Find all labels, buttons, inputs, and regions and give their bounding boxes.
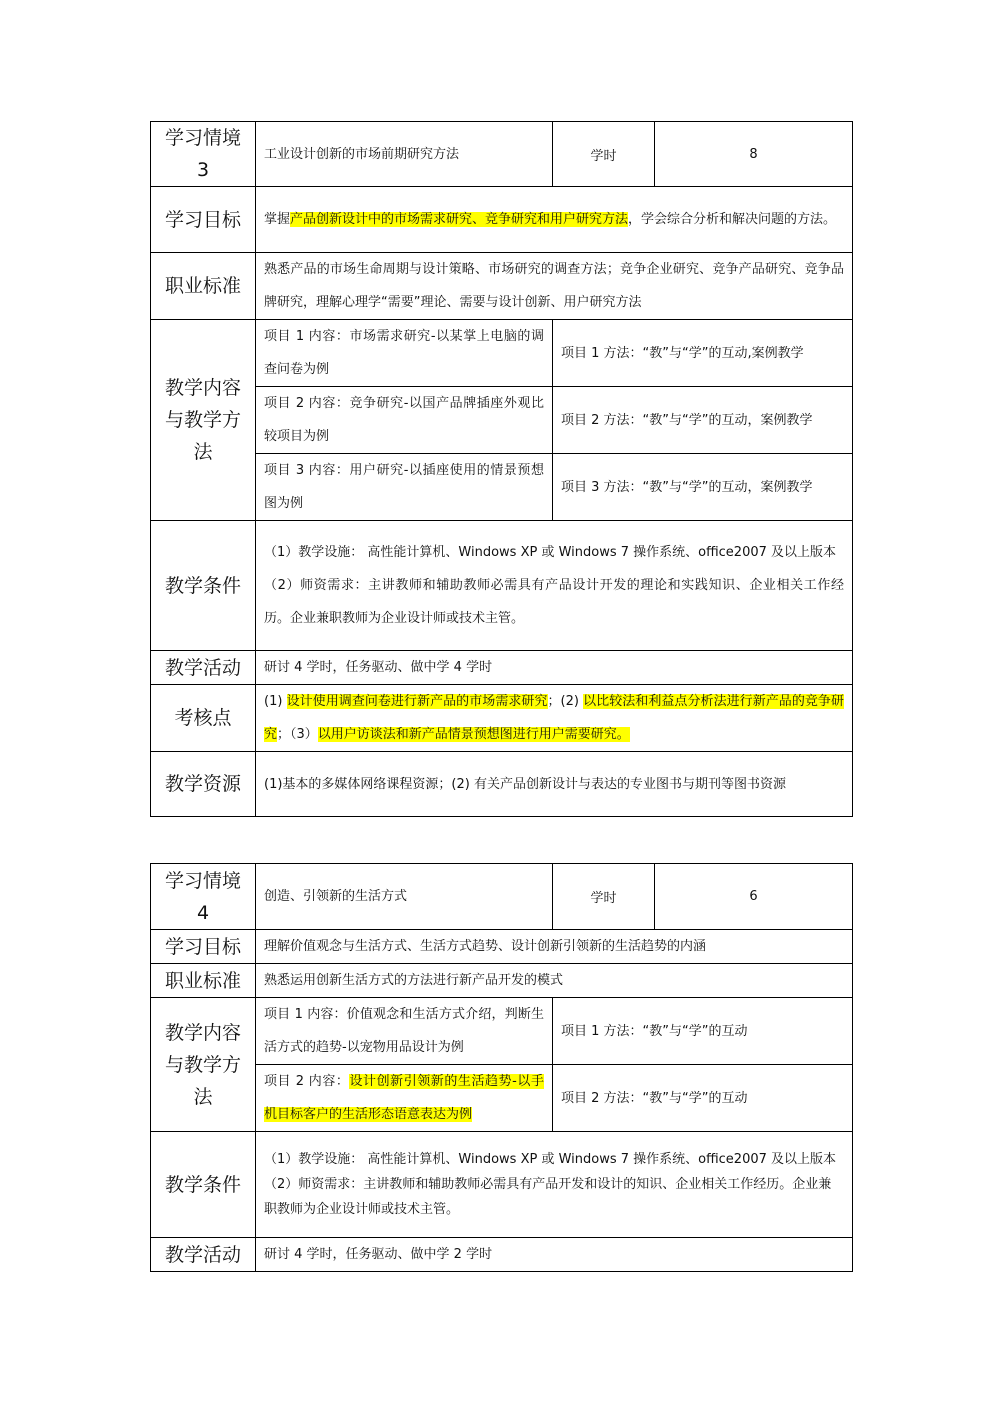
project-1-content: 项目 1 内容：市场需求研究-以某掌上电脑的调查问卷为例 (256, 320, 553, 387)
situation-title: 创造、引领新的生活方式 (256, 864, 553, 930)
project-1-method: 项目 1 方法：“教”与“学”的互动 (553, 998, 853, 1065)
goal-text: 掌握产品创新设计中的市场需求研究、竞争研究和用户研究方法，学会综合分析和解决问题的方法。 (256, 187, 853, 253)
condition-text (256, 1132, 853, 1238)
project-3-content: 项目 3 内容：用户研究-以插座使用的情景预想图为例 (256, 454, 553, 521)
hours-value: 6 (655, 864, 853, 930)
situation-label: 学习情境4 (151, 864, 256, 930)
situation-title: 工业设计创新的市场前期研究方法 (256, 122, 553, 187)
project-2-method: 项目 2 方法：“教”与“学”的互动 (553, 1065, 853, 1132)
course-table-situation-4 (150, 863, 853, 1272)
condition-1: （1）教学设施： 高性能计算机、Windows XP 或 Windows 7 操作系统、office2007 及以上版本 (264, 1152, 837, 1167)
hours-label: 学时 (553, 864, 655, 930)
standard-label: 职业标准 (151, 253, 256, 320)
goal-label: 学习目标 (151, 930, 256, 964)
highlight: 设计创新引领新的生活趋势-以手机目标客户的生活形态语意表达为例 (264, 1074, 544, 1122)
project-2-content: 项目 2 内容：设计创新引领新的生活趋势-以手机目标客户的生活形态语意表达为例 (256, 1065, 553, 1132)
content-label: 教学内容与教学方法 (151, 998, 256, 1132)
goal-text: 理解价值观念与生活方式、生活方式趋势、设计创新引领新的生活趋势的内涵 (256, 930, 853, 964)
situation-label: 学习情境3 (151, 122, 256, 187)
activity-text: 研讨 4 学时，任务驱动、做中学 2 学时 (256, 1238, 853, 1272)
assess-label: 考核点 (151, 685, 256, 752)
activity-text: 研讨 4 学时，任务驱动、做中学 4 学时 (256, 651, 853, 685)
standard-text: 熟悉运用创新生活方式的方法进行新产品开发的模式 (256, 964, 853, 998)
condition-2: （2）师资需求：主讲教师和辅助教师必需具有产品开发和设计的知识、企业相关工作经历。企业兼职教师为企业设计师或技术主管。 (264, 1177, 832, 1217)
highlight: 以用户访谈法和新产品情景预想图进行用户需要研究。 (317, 727, 630, 742)
content-label: 教学内容与教学方法 (151, 320, 256, 521)
course-table-situation-3 (150, 121, 853, 817)
activity-label: 教学活动 (151, 651, 256, 685)
hours-value: 8 (655, 122, 853, 187)
resource-label: 教学资源 (151, 752, 256, 817)
project-2-content: 项目 2 内容：竞争研究-以国产品牌插座外观比较项目为例 (256, 387, 553, 454)
project-3-method: 项目 3 方法：“教”与“学”的互动，案例教学 (553, 454, 853, 521)
standard-text: 熟悉产品的市场生命周期与设计策略、市场研究的调查方法；竞争企业研究、竞争产品研究、竞争品牌研究，理解心理学“需要”理论、需要与设计创新、用户研究方法 (256, 253, 853, 320)
standard-label: 职业标准 (151, 964, 256, 998)
project-1-content: 项目 1 内容：价值观念和生活方式介绍，判断生活方式的趋势-以宠物用品设计为例 (256, 998, 553, 1065)
hours-label: 学时 (553, 122, 655, 187)
condition-1: （1）教学设施： 高性能计算机、Windows XP 或 Windows 7 操作系统、office2007 及以上版本 (264, 545, 837, 560)
highlight: 产品创新设计中的市场需求研究、竞争研究和用户研究方法 (290, 212, 629, 227)
highlight: 设计使用调查问卷进行新产品的市场需求研究 (286, 694, 548, 709)
condition-2: （2）师资需求：主讲教师和辅助教师必需具有产品设计开发的理论和实践知识、企业相关工作经历。企业兼职教师为企业设计师或技术主管。 (264, 578, 844, 626)
project-1-method: 项目 1 方法：“教”与“学”的互动,案例教学 (553, 320, 853, 387)
activity-label: 教学活动 (151, 1238, 256, 1272)
goal-label: 学习目标 (151, 187, 256, 253)
project-2-method: 项目 2 方法：“教”与“学”的互动，案例教学 (553, 387, 853, 454)
resource-text: (1)基本的多媒体网络课程资源；(2) 有关产品创新设计与表达的专业图书与期刊等图书资源 (256, 752, 853, 817)
condition-label: 教学条件 (151, 521, 256, 651)
assess-text: (1) 设计使用调查问卷进行新产品的市场需求研究；(2) 以比较法和利益点分析法进行新产品的竞争研究；（3）以用户访谈法和新产品情景预想图进行用户需要研究。 (256, 685, 853, 752)
condition-label: 教学条件 (151, 1132, 256, 1238)
highlight: 以比较法和利益点分析法进行新产品的竞争研究 (264, 694, 844, 742)
condition-text (256, 521, 853, 651)
